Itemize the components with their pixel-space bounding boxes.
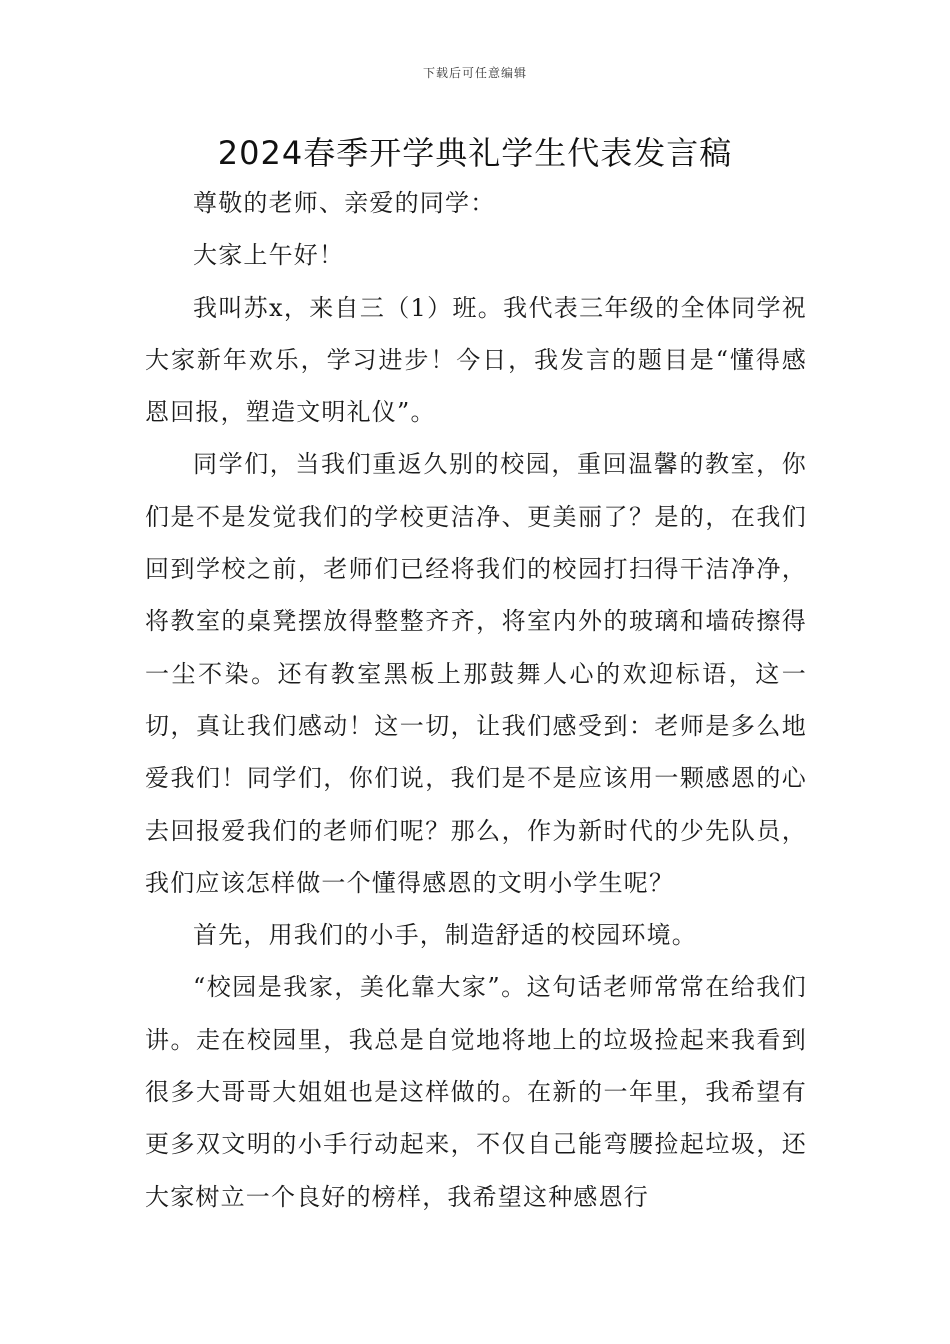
header-note: 下载后可任意编辑: [422, 66, 527, 80]
document-title: 2024春季开学典礼学生代表发言稿: [217, 134, 733, 172]
body-paragraph: 同学们，当我们重返久别的校园，重回温馨的教室，你们是不是发觉我们的学校更洁净、更美丽了？是的，在我们回到学校之前，老师们已经将我们的校园打扫得干洁净净，将教室的桌凳摆放得整整齐齐，将室内外的玻璃和墙砖擦得一尘不染。还有教室黑板上那鼓舞人心的欢迎标语，这一切，真让我们感动！这一切，让我们感受到：老师是多么地爱我们！同学们，你们说，我们是不是应该用一颗感恩的心去回报爱我们的老师们呢？那么，作为新时代的少先队员，我们应该怎样做一个懂得感恩的文明小学生呢？: [145, 450, 807, 897]
document-body: [145, 177, 807, 1223]
body-paragraph: “校园是我家，美化靠大家”。这句话老师常常在给我们讲。走在校园里，我总是自觉地将地上的垃圾捡起来我看到很多大哥哥大姐姐也是这样做的。在新的一年里，我希望有更多双文明的小手行动起来，不仅自己能弯腰捡起垃圾，还大家树立一个良好的榜样，我希望这种感恩行: [145, 973, 807, 1211]
greeting: 大家上午好！: [193, 241, 345, 270]
body-paragraph: 我叫苏x，来自三（1）班。我代表三年级的全体同学祝大家新年欢乐，学习进步！今日，我发言的题目是“懂得感恩回报，塑造文明礼仪”。: [145, 293, 807, 427]
salutation: 尊敬的老师、亲爱的同学：: [193, 189, 496, 217]
body-paragraph: 首先，用我们的小手，制造舒适的校园环境。: [193, 921, 697, 950]
